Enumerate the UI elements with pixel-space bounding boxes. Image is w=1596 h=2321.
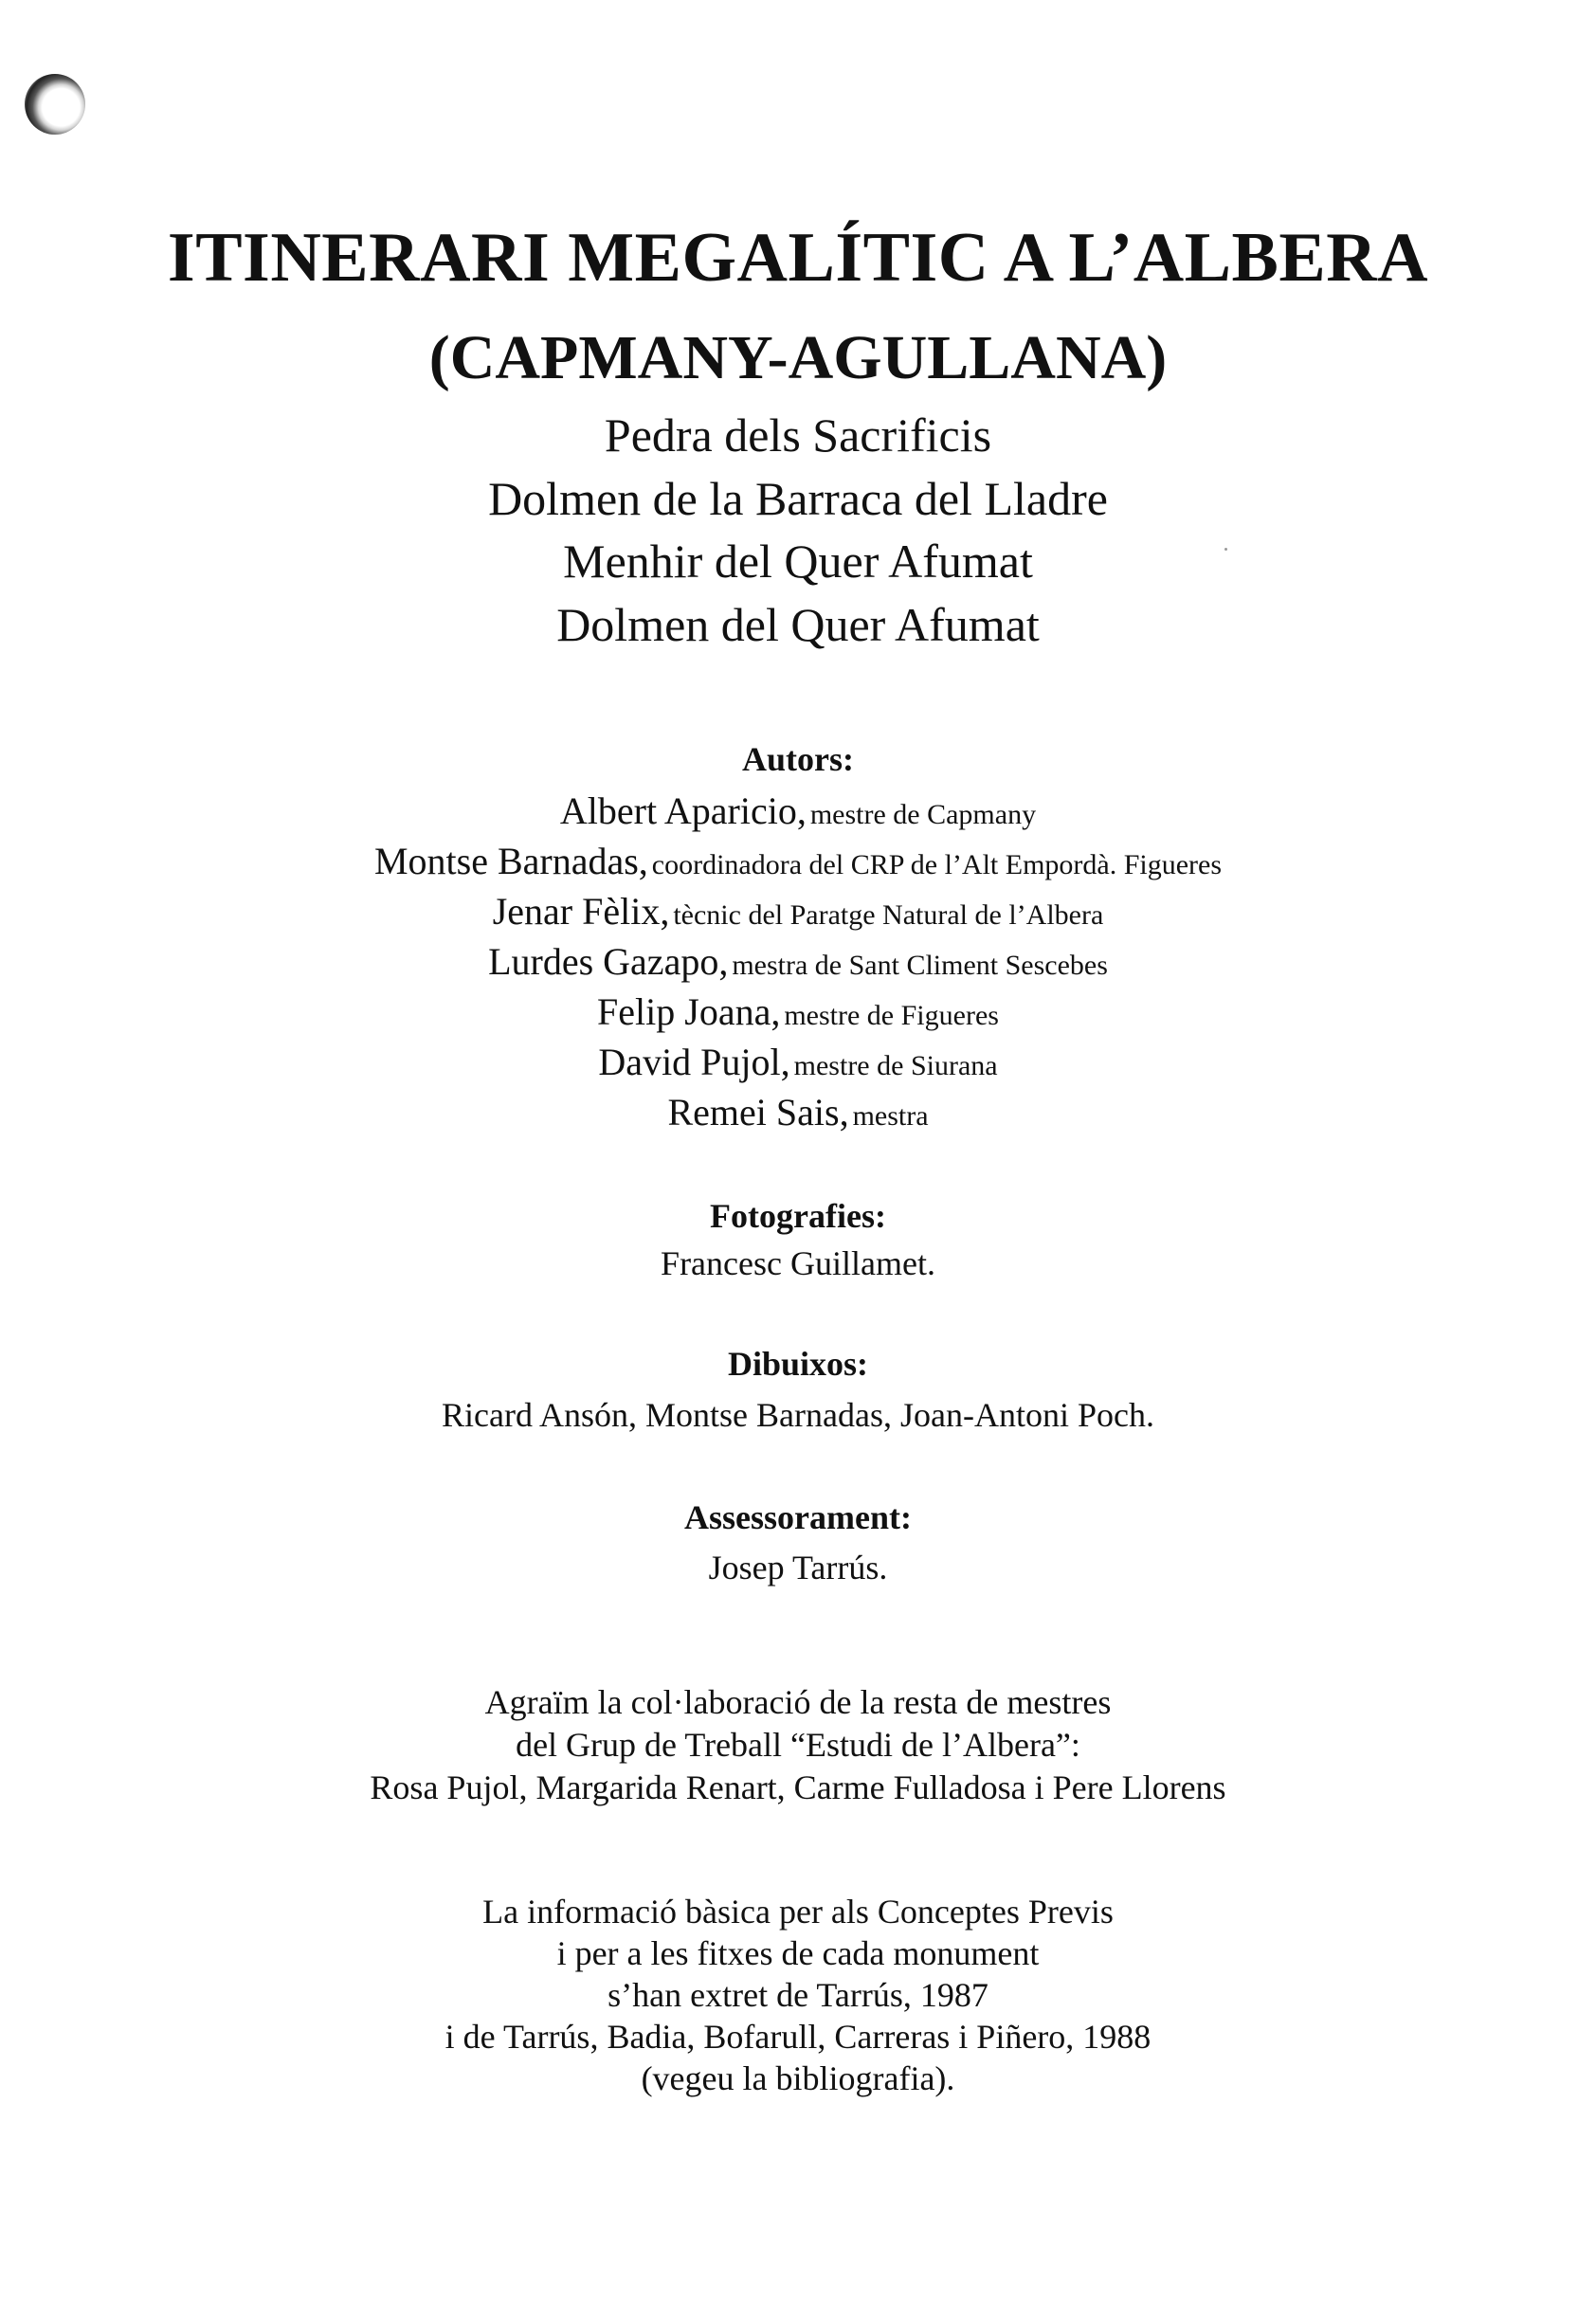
- author-name: Lurdes Gazapo,: [488, 940, 729, 983]
- author-line: [0, 939, 1596, 984]
- drawings-credit: Ricard Ansón, Montse Barnadas, Joan-Antoni Poch.: [442, 1396, 1154, 1434]
- author-line: [0, 789, 1596, 833]
- binder-hole: [25, 74, 85, 135]
- author-name: Remei Sais,: [667, 1091, 849, 1133]
- thanks-line: Rosa Pujol, Margarida Renart, Carme Fulladosa i Pere Llorens: [370, 1768, 1226, 1806]
- monument-item: Dolmen de la Barraca del Lladre: [488, 472, 1108, 525]
- photos-heading: Fotografies:: [710, 1197, 886, 1235]
- author-role: mestre de Figueres: [784, 1000, 999, 1031]
- author-name: Jenar Fèlix,: [492, 890, 670, 933]
- advice-credit: Josep Tarrús.: [708, 1549, 888, 1587]
- author-line: [0, 989, 1596, 1034]
- photos-credit: Francesc Guillamet.: [661, 1244, 935, 1282]
- author-line: [0, 1090, 1596, 1134]
- monument-item: Dolmen del Quer Afumat: [556, 598, 1040, 651]
- author-role: mestre de Siurana: [793, 1050, 998, 1081]
- author-name: Montse Barnadas,: [373, 840, 648, 882]
- thanks-line: del Grup de Treball “Estudi de l’Albera”:: [516, 1726, 1080, 1764]
- author-role: mestra de Sant Climent Sescebes: [732, 950, 1108, 981]
- author-role: tècnic del Paratge Natural de l’Albera: [673, 899, 1104, 931]
- drawings-heading: Dibuixos:: [727, 1345, 869, 1383]
- author-line: [0, 1040, 1596, 1084]
- author-line: [0, 889, 1596, 934]
- page-title: ITINERARI MEGALÍTIC A L’ALBERA: [167, 219, 1429, 297]
- info-line: s’han extret de Tarrús, 1987: [608, 1976, 988, 2014]
- author-role: mestre de Capmany: [809, 799, 1037, 830]
- info-line: i per a les fitxes de cada monument: [556, 1934, 1040, 1972]
- page-subtitle: (CAPMANY-AGULLANA): [428, 323, 1168, 392]
- monument-item: Menhir del Quer Afumat: [563, 535, 1033, 588]
- info-line: (vegeu la bibliografia).: [641, 2059, 955, 2097]
- info-line: i de Tarrús, Badia, Bofarull, Carreras i Piñero, 1988: [444, 2018, 1152, 2056]
- monument-item: Pedra dels Sacrificis: [604, 408, 992, 462]
- author-name: David Pujol,: [598, 1041, 790, 1083]
- author-name: Felip Joana,: [597, 990, 781, 1033]
- author-role: mestra: [852, 1100, 929, 1132]
- info-line: La informació bàsica per als Conceptes Previs: [482, 1893, 1114, 1931]
- author-line: [0, 839, 1596, 883]
- author-name: Albert Aparicio,: [559, 789, 807, 832]
- advice-heading: Assessorament:: [684, 1498, 912, 1536]
- thanks-line: Agraïm la col·laboració de la resta de mestres: [484, 1683, 1112, 1721]
- authors-heading: Autors:: [742, 740, 854, 778]
- author-role: coordinadora del CRP de l’Alt Empordà. Figueres: [651, 849, 1223, 880]
